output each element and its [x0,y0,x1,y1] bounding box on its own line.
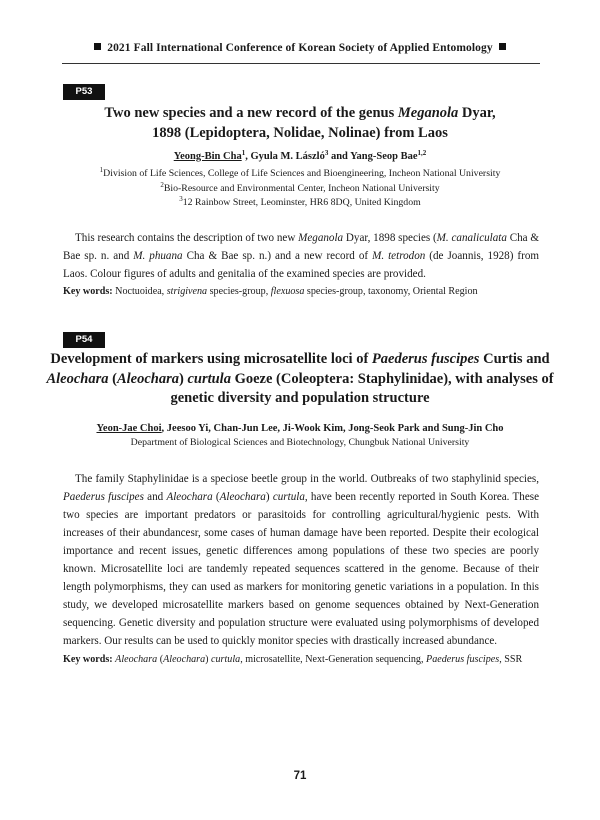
header-divider [62,63,540,64]
p53-keywords: Key words: Noctuoidea, strigivena species-group, flexuosa species-group, taxonomy, Oriental Region [63,286,478,297]
p54-title: Development of markers using microsatellite loci of Paederus fuscipes Curtis and Aleochara (Aleochara) curtula Goeze (Coleoptera: Staphylinidae), with analyses of genetic diversity and population structure [46,351,554,406]
p53-abstract: This research contains the description of two new Meganola Dyar, 1898 species (M. canaliculata Cha & Bae sp. n. and M. phuana Cha & Bae sp. n.) and a new record of M. tetrodon (de Joannis, 1928) from Laos. Colour figures of adults and genitalia of the examined species are provided. [63,232,540,280]
poster-badge-p53: P53 [63,84,105,100]
affiliation-2: $^2$Bio-Resource and Environmental Center, Incheon National University [160,180,440,194]
p54-abstract: The family Staphylinidae is a speciose beetle group in the world. Outbreaks of two staphylinid species, Paederus fuscipes and Aleochara (Aleochara) curtula, have been recently reported in South Korea. These two species are important predators or parasitoids for controlling agricultural/hygienic pests. With increases of their abundancesr, some cases of human damage have been reported. Despite their ecological importance and recent issues, genetic differences among populations of these two species are poorly known. Microsatellite loci are tandemly repeated sequences scattered in the genome. Because of their length polymorphisms, they can used as markers for monitoring genetic variations in a population. In this study, we developed microsatellite markers based on genome sequences obtained by Next-Generation sequencing. Genetic diversity and population structure were evaluated using polymorphisms of developed markers. Our results can be used to quickly monitor species with drastically increased abundance. [63,473,539,647]
poster-badge-p54: P54 [63,332,105,348]
p53-title: Two new species and a new record of the genus Meganola Dyar, 1898 (Lepidoptera, Nolidae, Nolinae) from Laos [104,105,496,141]
conference-header [0,42,600,54]
p54-keywords: Key words: Aleochara (Aleochara) curtula, microsatellite, Next-Generation sequencing, Paederus fuscipes, SSR [63,654,523,665]
page-number: 71 [293,770,307,782]
p53-authors: Yeong-Bin Cha$^1$, Gyula M. László$^3$ and Yang-Seop Bae$^{1,2}$ [173,149,427,162]
square-bullet-icon [499,43,506,50]
p54-authors: Yeon-Jae Choi, Jeesoo Yi, Chan-Jun Lee, Ji-Wook Kim, Jong-Seok Park and Sung-Jin Cho [96,423,504,434]
conference-title: 2021 Fall International Conference of Korean Society of Applied Entomology [107,42,493,54]
p54-affiliation: Department of Biological Sciences and Biotechnology, Chungbuk National University [130,437,470,448]
p53-affiliations [40,167,560,211]
affiliation-1: $^1$Division of Life Sciences, College of Life Sciences and Bioengineering, Incheon National University [99,166,501,179]
affiliation-3: $^3$12 Rainbow Street, Leominster, HR6 8DQ, United Kingdom [179,195,421,208]
square-bullet-icon [94,43,101,50]
